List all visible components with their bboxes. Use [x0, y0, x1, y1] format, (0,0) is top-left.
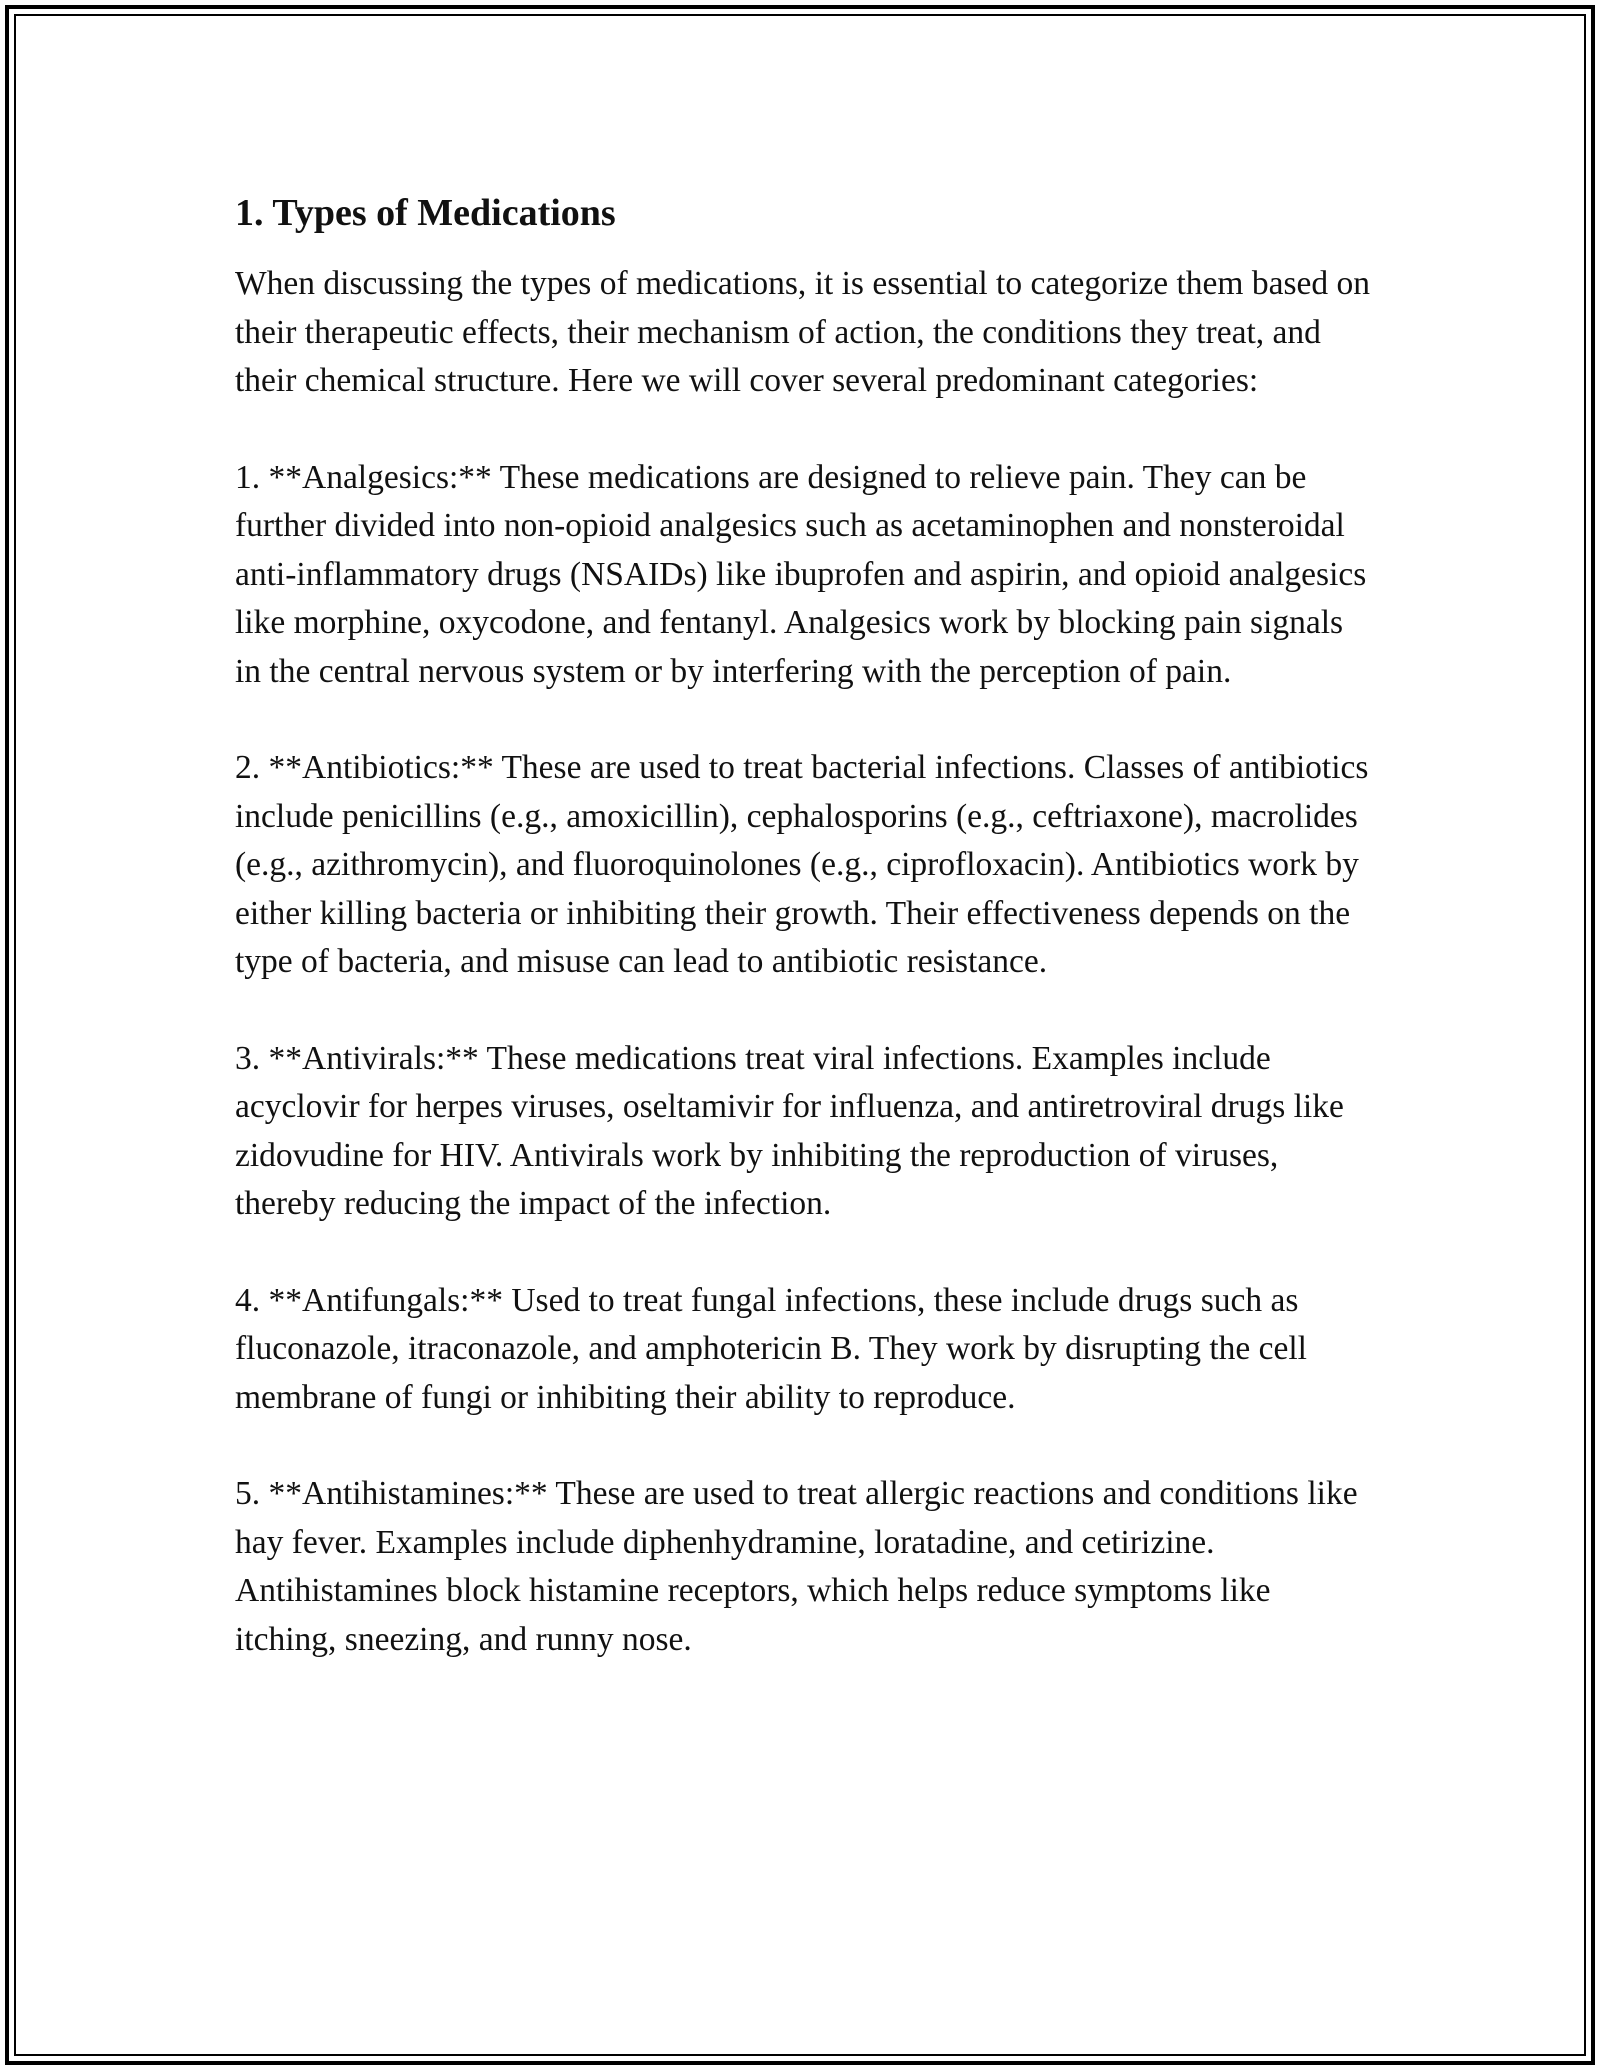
antifungals-paragraph: 4. **Antifungals:** Used to treat fungal infections, these include drugs such as fluconazole, itraconazole, and amphotericin B. They work by disrupting the cell membrane of fungi or inhibiting their ability to reproduce. [235, 1281, 1307, 1416]
analgesics-paragraph: 1. **Analgesics:** These medications are designed to relieve pain. They can be further divided into non-opioid analgesics such as acetaminophen and nonsteroidal anti-inflammatory drugs (NSAIDs) like ibuprofen and aspirin, and opioid analgesics like morphine, oxycodone, and fentanyl. Analgesics work by blocking pain signals in the central nervous system or by interfering with the perception of pain. [235, 458, 1367, 690]
section-heading: 1. Types of Medications [235, 192, 616, 234]
intro-paragraph: When discussing the types of medications, it is essential to categorize them based on their therapeutic effects, their mechanism of action, the conditions they treat, and their chemical structure. Here we will cover several predominant categories: [235, 265, 1370, 399]
antivirals-paragraph: 3. **Antivirals:** These medications treat viral infections. Examples include acyclovir for herpes viruses, oseltamivir for influenza, and antiretroviral drugs like zidovudine for HIV. Antivirals work by inhibiting the reproduction of viruses, thereby reducing the impact of the infection. [235, 1039, 1344, 1222]
document-body [235, 186, 1375, 1712]
antihistamines-paragraph: 5. **Antihistamines:** These are used to treat allergic reactions and conditions like hay fever. Examples include diphenhydramine, loratadine, and cetirizine. Antihistamines block histamine receptors, which helps reduce symptoms like itching, sneezing, and runny nose. [235, 1475, 1358, 1658]
antibiotics-paragraph: 2. **Antibiotics:** These are used to treat bacterial infections. Classes of antibiotics include penicillins (e.g., amoxicillin), cephalosporins (e.g., ceftriaxone), macrolides (e.g., azithromycin), and fluoroquinolones (e.g., ciprofloxacin). Antibiotics work by either killing bacteria or inhibiting their growth. Their effectiveness depends on the type of bacteria, and misuse can lead to antibiotic resistance. [235, 749, 1369, 980]
